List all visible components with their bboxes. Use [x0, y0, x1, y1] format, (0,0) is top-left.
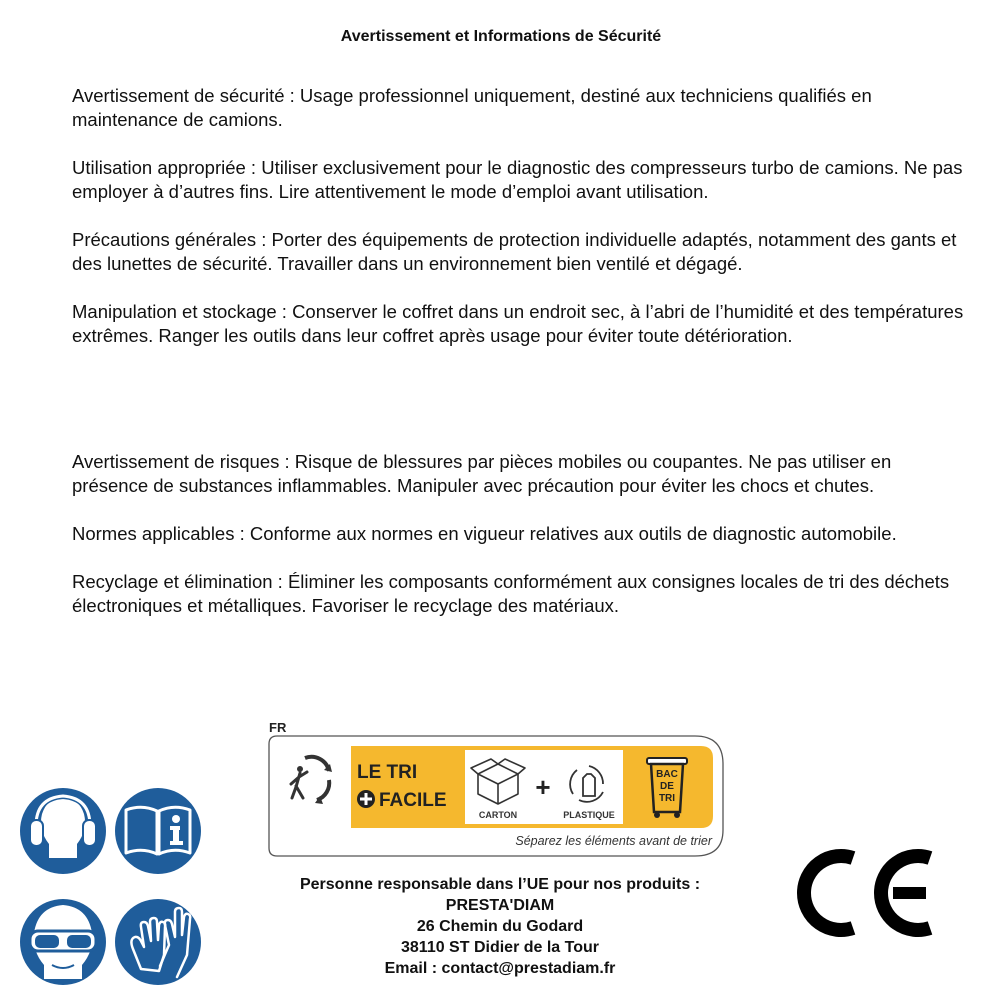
eye-protection-icon	[16, 895, 110, 989]
paragraph-recycling: Recyclage et élimination : Éliminer les composants conformément aux consignes locales de tri des déchets électroniques et métalliques. Favoriser le recyclage des matériaux.	[72, 571, 950, 616]
triman-country-label: FR	[269, 720, 287, 735]
responsible-person-heading: Personne responsable dans l’UE pour nos produits :	[299, 876, 701, 893]
paragraph-safety-warning: Avertissement de sécurité : Usage professionnel uniquement, destiné aux techniciens qualifiés en maintenance de camions.	[72, 85, 872, 130]
svg-text:+: +	[535, 772, 551, 802]
triman-note: Séparez les éléments avant de trier	[515, 834, 712, 848]
company-name: PRESTA'DIAM	[445, 897, 555, 914]
paragraph-appropriate-use: Utilisation appropriée : Utiliser exclusivement pour le diagnostic des compresseurs turbo de camions. Ne pas employer à d’autres fins. Lire attentivement le mode d’emploi avant utilisation.	[72, 157, 963, 202]
triman-slogan-line1: LE TRI	[357, 762, 418, 783]
city-address: 38110 ST Didier de la Tour	[401, 939, 599, 956]
paragraph-risk-warning: Avertissement de risques : Risque de blessures par pièces mobiles ou coupantes. Ne pas utiliser en présence de substances inflammables. Manipuler avec précaution pour éviter les chocs et chutes.	[72, 451, 892, 496]
plastique-label: PLASTIQUE	[563, 810, 615, 820]
street-address: 26 Chemin du Godard	[416, 918, 584, 935]
carton-label: CARTON	[478, 810, 518, 820]
paragraph-general-precautions: Précautions générales : Porter des équipements de protection individuelle adaptés, notamment des gants et des lunettes de sécurité. Travailler dans un environnement bien ventilé et dégagé.	[72, 229, 957, 274]
paragraph-standards: Normes applicables : Conforme aux normes en vigueur relatives aux outils de diagnostic automobile.	[72, 523, 897, 544]
gloves-icon	[111, 895, 205, 989]
ear-protection-icon	[16, 784, 110, 878]
contact-email: Email : contact@prestadiam.fr	[384, 960, 616, 977]
triman-sorting-label	[265, 714, 727, 860]
triman-slogan-line2: FACILE	[379, 790, 447, 811]
ce-mark-icon	[796, 842, 940, 944]
bin-label-line3: TRI	[658, 793, 676, 804]
document-title: Avertissement et Informations de Sécurité	[340, 28, 662, 45]
paragraph-handling-storage: Manipulation et stockage : Conserver le coffret dans un endroit sec, à l’abri de l’humidité et des températures extrêmes. Ranger les outils dans leur coffret après usage pour éviter toute détérioration.	[72, 301, 964, 346]
bin-label-line2: DE	[660, 781, 674, 792]
bin-label-line1: BAC	[656, 769, 678, 780]
read-manual-icon	[111, 784, 205, 878]
responsible-person-block	[255, 874, 745, 979]
